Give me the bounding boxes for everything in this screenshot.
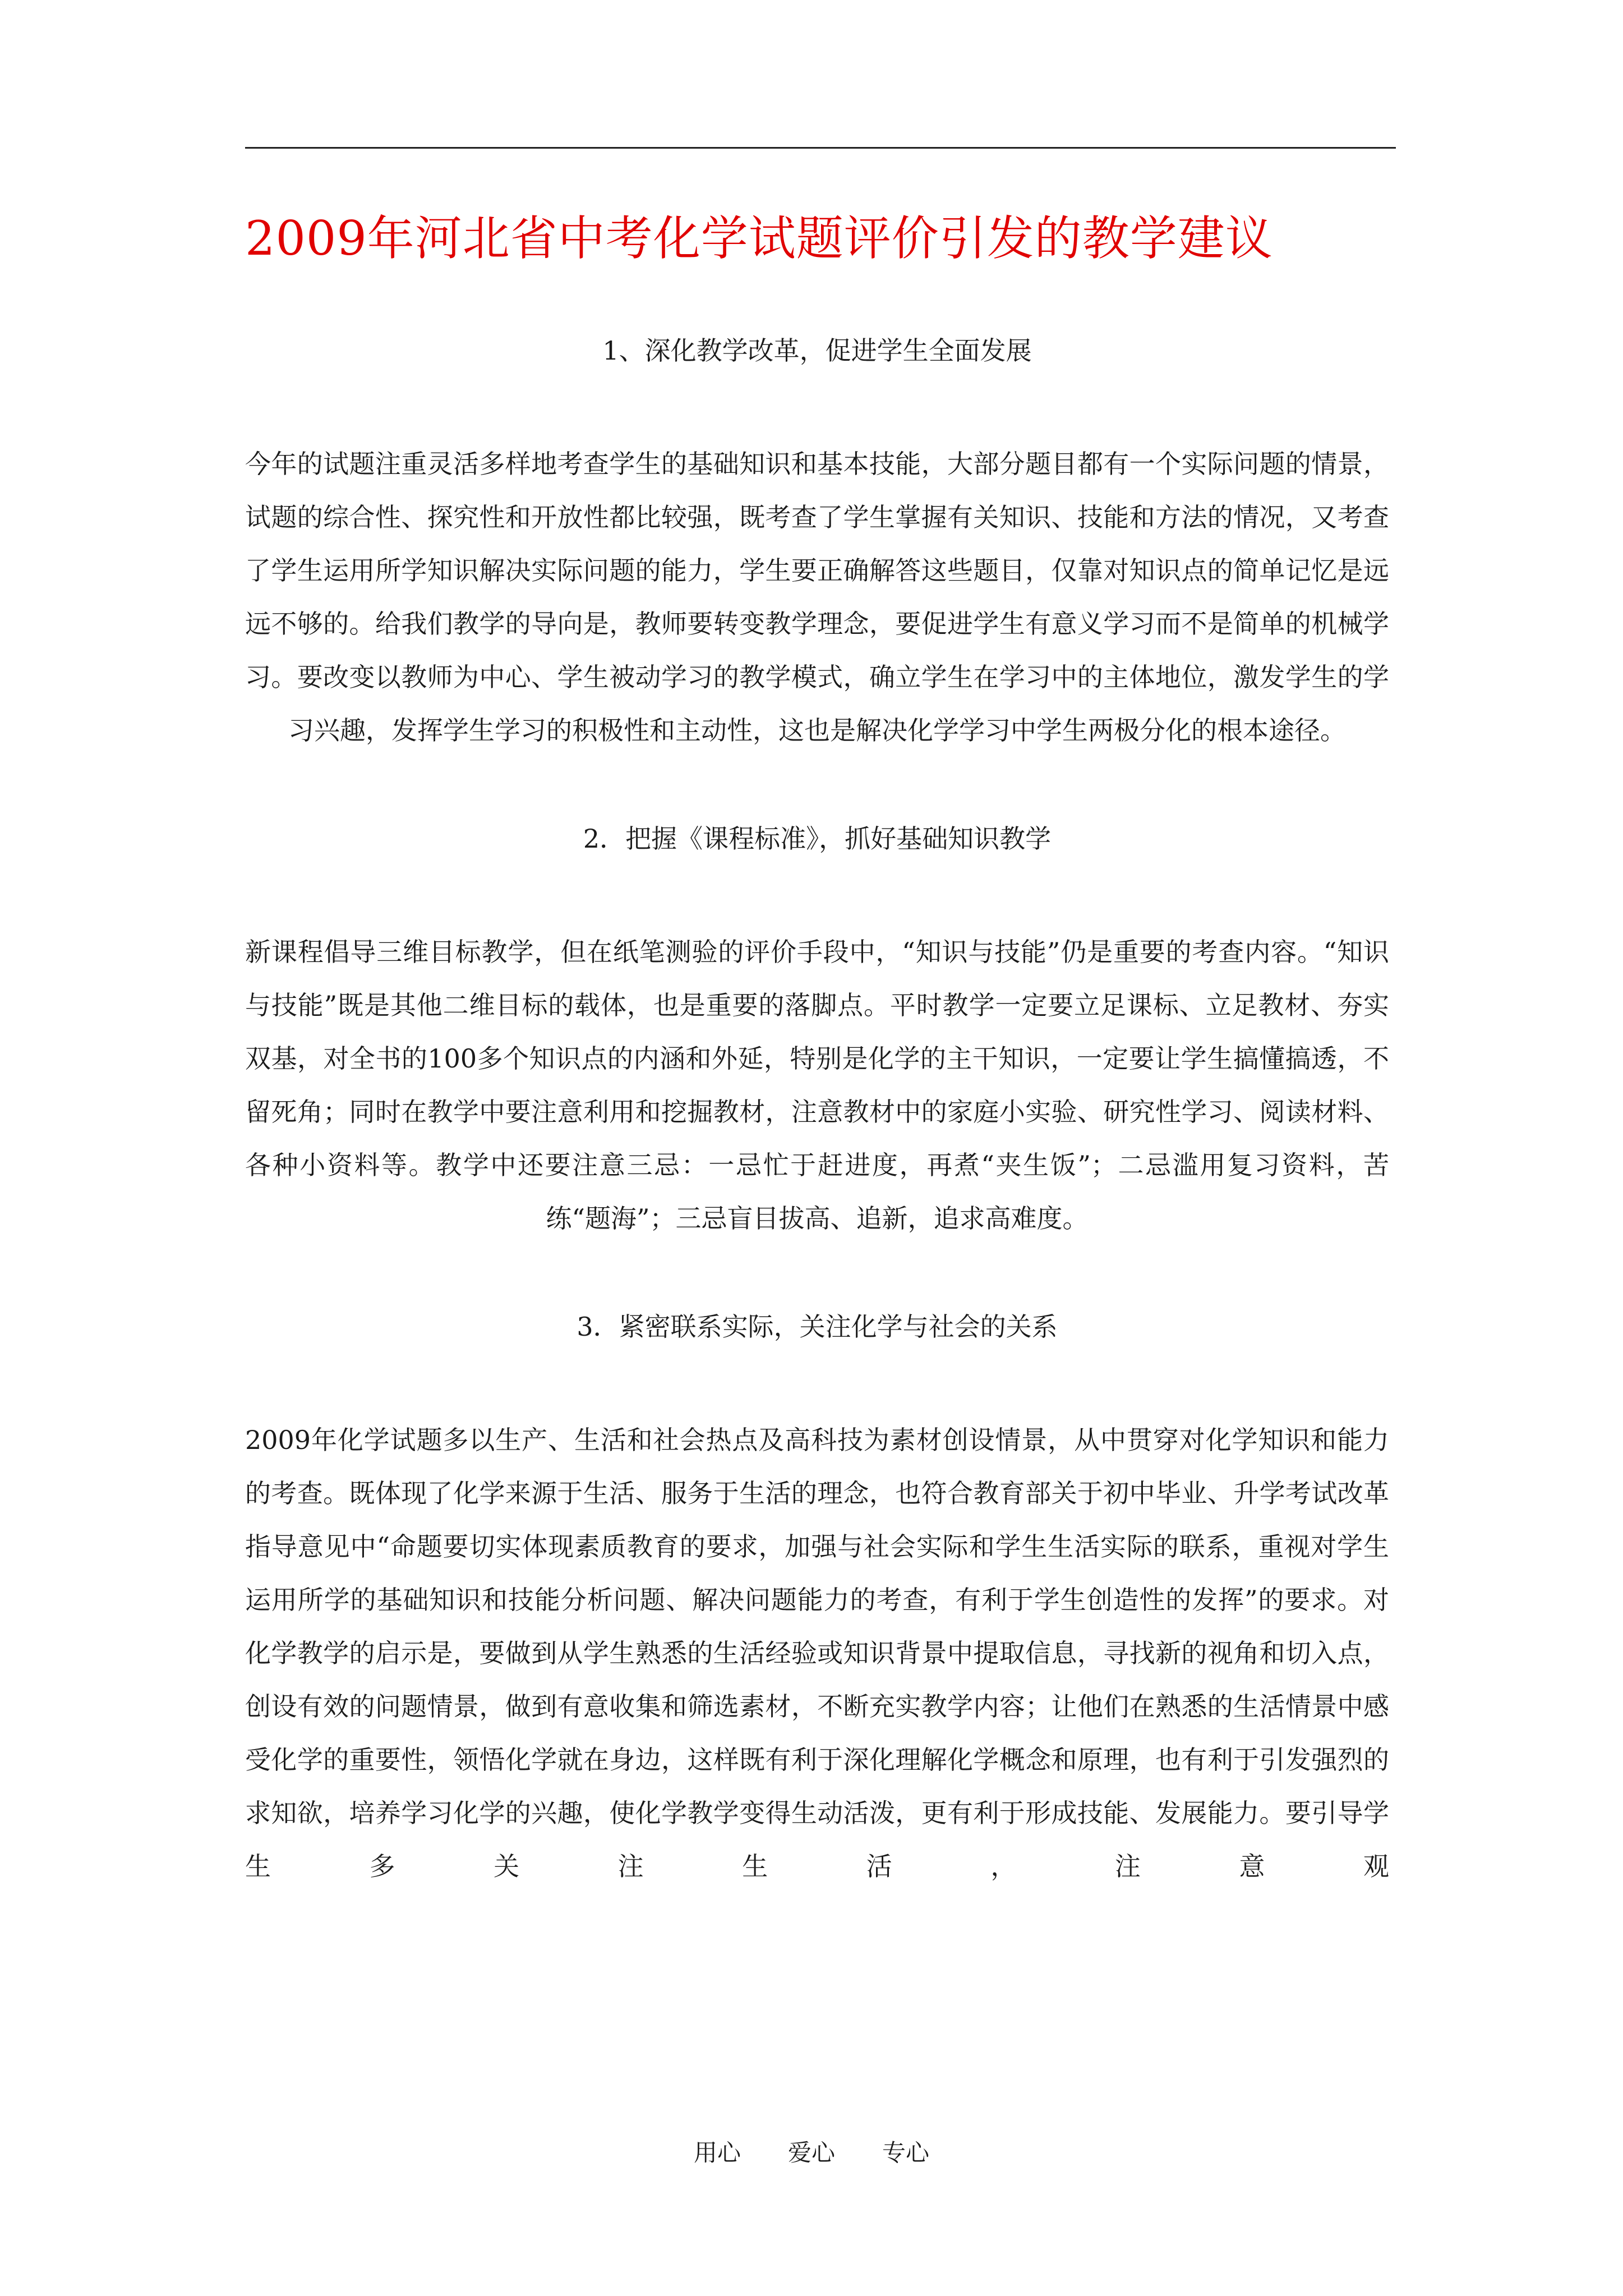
section-1-paragraph: 今年的试题注重灵活多样地考查学生的基础知识和基本技能，大部分题目都有一个实际问题的情景，试题的综合性、探究性和开放性都比较强，既考查了学生掌握有关知识、技能和方法的情况，又考查了学生运用所学知识解决实际问题的能力，学生要正确解答这些题目，仅靠对知识点的简单记忆是远远不够的。给我们教学的导向是，教师要转变教学理念，要促进学生有意义学习而不是简单的机械学习。要改变以教师为中心、学生被动学习的教学模式，确立学生在学习中的主体地位，激发学生的学习兴趣，发挥学生学习的积极性和主动性，这也是解决化学学习中学生两极分化的根本途径。	[245, 449, 1389, 746]
section-1-heading: 1、深化教学改革，促进学生全面发展	[602, 335, 1032, 366]
section-3-paragraph: 2009年化学试题多以生产、生活和社会热点及高科技为素材创设情景，从中贯穿对化学知识和能力的考查。既体现了化学来源于生活、服务于生活的理念，也符合教育部关于初中毕业、升学考试改革指导意见中“命题要切实体现素质教育的要求，加强与社会实际和学生生活实际的联系，重视对学生运用所学的基础知识和技能分析问题、解决问题能力的考查，有利于学生创造性的发挥”的要求。对化学教学的启示是，要做到从学生熟悉的生活经验或知识背景中提取信息，寻找新的视角和切入点，创设有效的问题情景，做到有意收集和筛选素材，不断充实教学内容；让他们在熟悉的生活情景中感受化学的重要性，领悟化学就在身边，这样既有利于深化理解化学概念和原理，也有利于引发强烈的求知欲，培养学习化学的兴趣，使化学教学变得生动活泼，更有利于形成技能、发展能力。要引导学生多关注生活，注意观	[245, 1425, 1389, 1881]
document-body	[245, 325, 1389, 1893]
document-title: 2009年河北省中考化学试题评价引发的教学建议	[245, 211, 1273, 266]
section-2-heading: 2．把握《课程标准》，抓好基础知识教学	[583, 823, 1052, 854]
page-footer: 用心 爱心 专心	[693, 2139, 929, 2166]
section-2-paragraph: 新课程倡导三维目标教学，但在纸笔测验的评价手段中，“知识与技能”仍是重要的考查内容。“知识与技能”既是其他二维目标的载体，也是重要的落脚点。平时教学一定要立足课标、立足教材、夯实双基，对全书的100多个知识点的内涵和外延，特别是化学的主干知识，一定要让学生搞懂搞透，不留死角；同时在教学中要注意利用和挖掘教材，注意教材中的家庭小实验、研究性学习、阅读材料、各种小资料等。教学中还要注意三忌：一忌忙于赶进度，再煮“夹生饭”；二忌滥用复习资料，苦练“题海”；三忌盲目拔高、追新，追求高难度。	[245, 937, 1389, 1234]
header-rule	[245, 147, 1396, 149]
section-3-heading: 3．紧密联系实际，关注化学与社会的关系	[577, 1312, 1058, 1342]
